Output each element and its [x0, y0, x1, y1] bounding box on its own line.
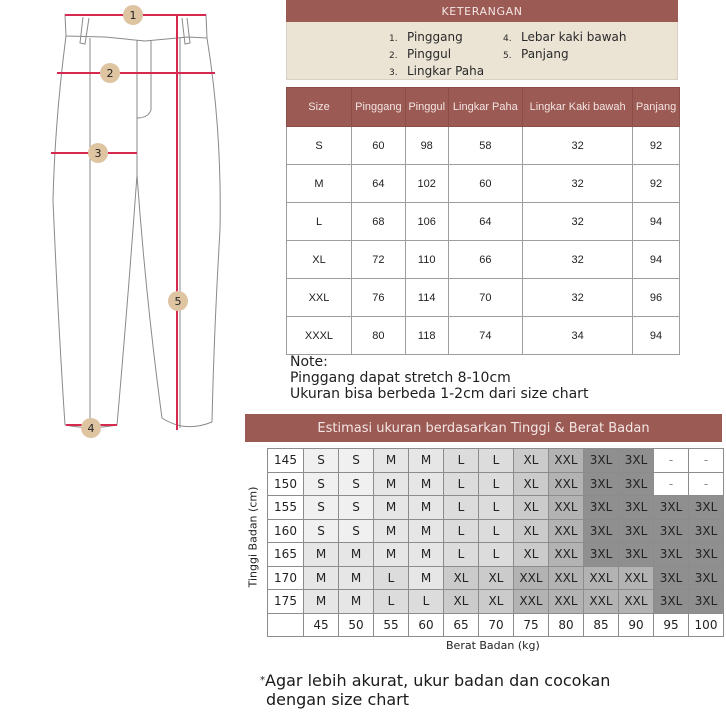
size-estimate-cell: 3XL [689, 566, 724, 590]
note-block [290, 354, 588, 402]
size-estimate-cell: L [444, 543, 479, 567]
size-estimate-cell: XL [444, 590, 479, 614]
size-estimate-cell: M [339, 590, 374, 614]
size-estimate-cell: XXL [549, 566, 584, 590]
size-estimate-cell: 3XL [584, 472, 619, 496]
size-estimate-cell: 3XL [619, 496, 654, 520]
keterangan-title: KETERANGAN [441, 4, 523, 18]
size-estimate-cell: M [409, 449, 444, 473]
height-axis-label: Tinggi Badan (cm) [246, 486, 260, 588]
size-estimate-cell: M [339, 566, 374, 590]
height-tick-label: 150 [268, 472, 304, 496]
size-row [287, 203, 680, 241]
size-row [287, 127, 680, 165]
estimation-row [268, 496, 724, 520]
legend-item: 3. Lingkar Paha [389, 64, 485, 78]
size-estimate-cell: 3XL [689, 519, 724, 543]
size-estimate-cell: S [339, 519, 374, 543]
measure-cell: 74 [448, 317, 523, 355]
size-estimate-cell: L [444, 449, 479, 473]
measure-cell: 98 [405, 127, 448, 165]
measure-cell: 72 [352, 241, 406, 279]
measure-cell: 70 [448, 279, 523, 317]
measure-cell: 110 [405, 241, 448, 279]
weight-axis-row [268, 613, 724, 637]
measure-cell: 68 [352, 203, 406, 241]
size-estimate-cell: XL [479, 590, 514, 614]
keterangan-column-2 [503, 30, 627, 64]
size-estimate-cell: 3XL [584, 543, 619, 567]
size-estimate-cell: 3XL [619, 543, 654, 567]
note-title: Note: [290, 354, 328, 370]
size-label-cell: XXXL [287, 317, 352, 355]
size-table-header-row [287, 88, 680, 127]
size-estimate-cell: XXL [549, 590, 584, 614]
size-table-body [287, 127, 680, 355]
weight-tick-label: 50 [339, 613, 374, 637]
footnote-line: dengan size chart [266, 690, 410, 709]
size-estimate-cell: XXL [549, 449, 584, 473]
height-tick-label: 155 [268, 496, 304, 520]
measure-cell: 80 [352, 317, 406, 355]
legend-item: 2. Pinggul [389, 47, 452, 61]
size-estimate-cell: L [479, 472, 514, 496]
measure-cell: 60 [352, 127, 406, 165]
estimation-grid [267, 448, 724, 637]
measure-cell: 34 [523, 317, 633, 355]
size-estimate-cell: 3XL [689, 543, 724, 567]
marker-4 [81, 418, 101, 438]
size-estimate-cell: - [654, 449, 689, 473]
legend-item: 1. Pinggang [389, 30, 463, 44]
size-estimate-cell: S [339, 472, 374, 496]
weight-tick-label: 85 [584, 613, 619, 637]
height-tick-label: 170 [268, 566, 304, 590]
size-label-cell: M [287, 165, 352, 203]
measure-cell: 32 [523, 279, 633, 317]
weight-tick-label: 75 [514, 613, 549, 637]
size-estimate-cell: S [304, 472, 339, 496]
measure-cell: 96 [633, 279, 680, 317]
svg-text:3: 3 [94, 147, 102, 160]
size-table [286, 87, 680, 355]
measure-cell: 92 [633, 165, 680, 203]
size-estimate-cell: M [409, 519, 444, 543]
size-estimate-cell: M [304, 543, 339, 567]
size-estimate-cell: M [409, 496, 444, 520]
keterangan-column-1 [389, 30, 484, 81]
size-estimate-cell: 3XL [689, 590, 724, 614]
size-estimate-cell: L [374, 566, 409, 590]
legend-item: 4. Lebar kaki bawah [503, 30, 627, 44]
measure-cell: 92 [633, 127, 680, 165]
svg-text:1: 1 [129, 9, 137, 22]
size-estimate-cell: M [374, 449, 409, 473]
estimation-row [268, 590, 724, 614]
size-estimate-cell: S [304, 496, 339, 520]
marker-2 [100, 63, 120, 83]
size-estimate-cell: L [374, 590, 409, 614]
size-estimate-cell: XXL [584, 590, 619, 614]
marker-3 [88, 143, 108, 163]
svg-text:2: 2 [106, 67, 114, 80]
inner-right-seam [137, 175, 162, 418]
size-estimate-cell: - [689, 449, 724, 473]
keterangan-body [286, 22, 678, 80]
size-estimate-cell: M [374, 496, 409, 520]
belt-loop-left [80, 17, 89, 44]
measure-cell: 76 [352, 279, 406, 317]
weight-tick-label: 90 [619, 613, 654, 637]
size-estimate-cell: L [479, 496, 514, 520]
size-estimate-cell: 3XL [654, 543, 689, 567]
size-estimate-cell: - [654, 472, 689, 496]
size-estimate-cell: M [339, 543, 374, 567]
size-estimate-cell: - [689, 472, 724, 496]
weight-tick-label: 55 [374, 613, 409, 637]
size-estimate-cell: L [444, 519, 479, 543]
size-estimate-cell: 3XL [654, 590, 689, 614]
size-estimate-cell: S [304, 519, 339, 543]
keterangan-header [286, 0, 678, 22]
size-estimate-cell: XXL [619, 566, 654, 590]
column-header: Lingkar Paha [448, 88, 523, 127]
svg-text:4: 4 [87, 422, 95, 435]
weight-axis-label: Berat Badan (kg) [446, 639, 540, 652]
estimation-title: Estimasi ukuran berdasarkan Tinggi & Berat Badan [317, 420, 650, 436]
size-label-cell: S [287, 127, 352, 165]
size-estimate-cell: L [479, 543, 514, 567]
height-tick-label: 175 [268, 590, 304, 614]
size-estimate-cell: 3XL [619, 519, 654, 543]
size-label-cell: L [287, 203, 352, 241]
size-estimate-cell: XL [479, 566, 514, 590]
estimation-row [268, 449, 724, 473]
size-estimate-cell: L [444, 496, 479, 520]
measure-cell: 118 [405, 317, 448, 355]
size-label-cell: XXL [287, 279, 352, 317]
size-estimate-cell: M [374, 472, 409, 496]
estimation-row [268, 566, 724, 590]
measure-cell: 64 [448, 203, 523, 241]
size-row [287, 165, 680, 203]
marker-5 [168, 291, 188, 311]
size-estimate-cell: XXL [549, 496, 584, 520]
size-estimate-cell: M [374, 519, 409, 543]
weight-tick-label: 100 [689, 613, 724, 637]
size-estimate-cell: XXL [584, 566, 619, 590]
hem-right [162, 418, 212, 427]
size-estimate-cell: S [339, 449, 374, 473]
size-estimate-cell: S [339, 496, 374, 520]
size-estimate-cell: XXL [619, 590, 654, 614]
weight-tick-label: 70 [479, 613, 514, 637]
belt-loop-right [182, 18, 190, 44]
corner-cell [268, 613, 304, 637]
height-tick-label: 145 [268, 449, 304, 473]
estimation-row [268, 472, 724, 496]
fly-outline [137, 40, 151, 118]
marker-1 [123, 5, 143, 25]
size-label-cell: XL [287, 241, 352, 279]
weight-tick-label: 60 [409, 613, 444, 637]
measure-cell: 94 [633, 203, 680, 241]
size-estimate-cell: XL [514, 496, 549, 520]
weight-tick-label: 95 [654, 613, 689, 637]
size-estimate-cell: 3XL [619, 472, 654, 496]
size-estimate-cell: XL [514, 472, 549, 496]
size-estimate-cell: 3XL [654, 519, 689, 543]
estimation-row [268, 519, 724, 543]
measure-cell: 64 [352, 165, 406, 203]
inner-left-seam [117, 40, 137, 425]
weight-tick-label: 80 [549, 613, 584, 637]
outer-left-seam [53, 36, 66, 425]
size-estimate-cell: 3XL [584, 519, 619, 543]
size-estimate-cell: XL [514, 519, 549, 543]
estimation-header [245, 414, 722, 442]
size-estimate-cell: M [409, 472, 444, 496]
measure-cell: 32 [523, 203, 633, 241]
column-header: Size [287, 88, 352, 127]
size-estimate-cell: XXL [514, 566, 549, 590]
outer-right-seam [207, 38, 220, 422]
size-estimate-cell: 3XL [689, 496, 724, 520]
legend-item: 5. Panjang [503, 47, 569, 61]
weight-tick-label: 45 [304, 613, 339, 637]
size-estimate-cell: L [444, 472, 479, 496]
height-tick-label: 165 [268, 543, 304, 567]
size-estimate-cell: M [409, 543, 444, 567]
weight-tick-label: 65 [444, 613, 479, 637]
measure-cell: 114 [405, 279, 448, 317]
measure-cell: 58 [448, 127, 523, 165]
measure-cell: 94 [633, 241, 680, 279]
measure-cell: 32 [523, 241, 633, 279]
size-estimate-cell: 3XL [584, 496, 619, 520]
size-estimate-cell: XL [514, 449, 549, 473]
size-estimate-cell: M [304, 566, 339, 590]
column-header: Lingkar Kaki bawah [523, 88, 633, 127]
size-estimate-cell: 3XL [654, 496, 689, 520]
measure-cell: 32 [523, 165, 633, 203]
asterisk: * [260, 675, 265, 686]
measure-cell: 66 [448, 241, 523, 279]
size-estimate-cell: L [409, 590, 444, 614]
size-estimate-cell: XXL [549, 519, 584, 543]
size-estimate-cell: L [479, 449, 514, 473]
size-row [287, 279, 680, 317]
size-estimate-cell: XXL [549, 472, 584, 496]
measure-cell: 60 [448, 165, 523, 203]
size-estimate-cell: M [374, 543, 409, 567]
footnote-line: *Agar lebih akurat, ukur badan dan cocokan [260, 671, 611, 690]
size-estimate-cell: M [304, 590, 339, 614]
note-line: Ukuran bisa berbeda 1-2cm dari size chart [290, 386, 589, 402]
size-estimate-cell: XXL [514, 590, 549, 614]
measure-cell: 102 [405, 165, 448, 203]
svg-text:5: 5 [174, 295, 182, 308]
estimation-row [268, 543, 724, 567]
size-row [287, 317, 680, 355]
note-line: Pinggang dapat stretch 8-10cm [290, 370, 511, 386]
size-row [287, 241, 680, 279]
size-estimate-cell: XXL [549, 543, 584, 567]
size-estimate-cell: 3XL [584, 449, 619, 473]
size-estimate-cell: L [479, 519, 514, 543]
measure-cell: 94 [633, 317, 680, 355]
column-header: Panjang [633, 88, 680, 127]
size-estimate-cell: XL [514, 543, 549, 567]
size-estimate-cell: 3XL [619, 449, 654, 473]
measure-cell: 106 [405, 203, 448, 241]
size-estimate-cell: XL [444, 566, 479, 590]
size-estimate-cell: S [304, 449, 339, 473]
height-tick-label: 160 [268, 519, 304, 543]
size-estimate-cell: 3XL [654, 566, 689, 590]
column-header: Pinggul [405, 88, 448, 127]
size-estimate-cell: M [409, 566, 444, 590]
footnote [260, 671, 610, 709]
column-header: Pinggang [352, 88, 406, 127]
measure-cell: 32 [523, 127, 633, 165]
pants-diagram [40, 0, 240, 445]
